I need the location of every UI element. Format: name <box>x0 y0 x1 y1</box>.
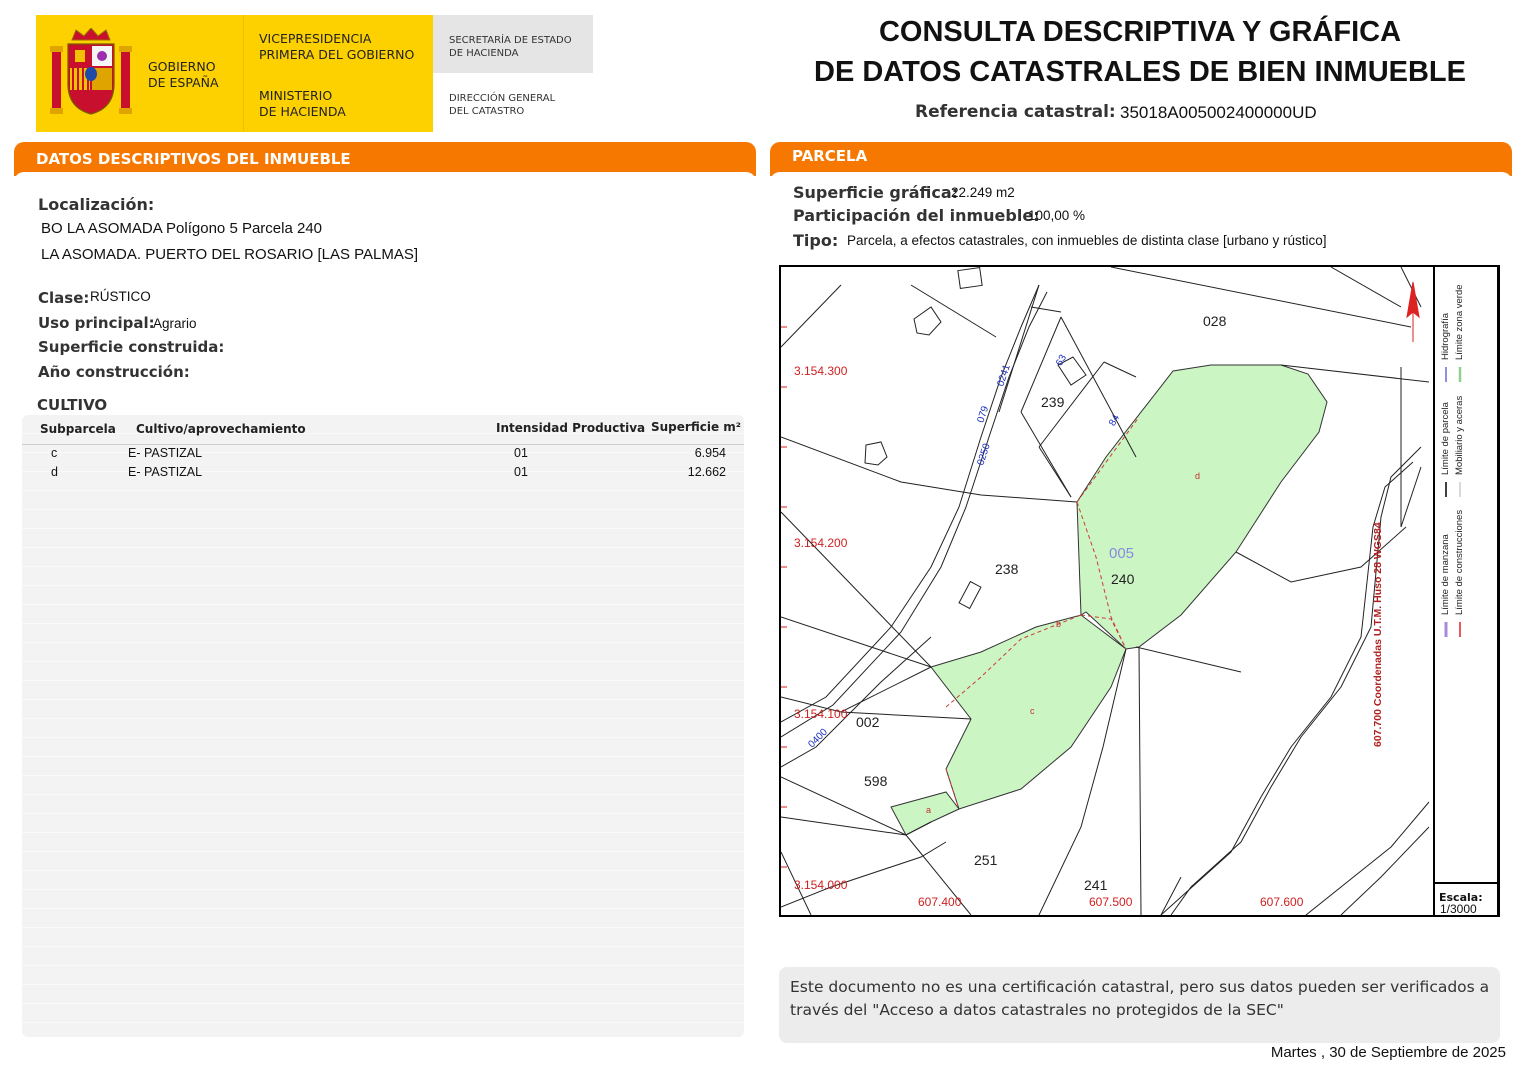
logo-vicepresidencia-text: VICEPRESIDENCIA PRIMERA DEL GOBIERNO <box>259 31 415 62</box>
road-label-0250: 0250 <box>975 442 993 467</box>
disclaimer-text: Este documento no es una certificación catastral, pero sus datos pueden ser verificados a través del "Acceso a datos catastrales no protegidos de la SEC" <box>790 978 1490 1019</box>
tipo-value: Parcela, a efectos catastrales, con inmuebles de distinta clase [urbano y rústico] <box>847 233 1327 248</box>
cultivo-title: CULTIVO <box>37 396 108 414</box>
parcel-label-002: 002 <box>856 714 880 730</box>
scale-label: Escala: <box>1439 891 1483 904</box>
uso-label: Uso principal: <box>38 314 155 332</box>
parcel-label-598: 598 <box>864 773 888 789</box>
coat-of-arms-icon <box>48 28 134 118</box>
coord-y-1: 3.154.300 <box>794 364 848 378</box>
participacion-value: 100,00 % <box>1028 208 1086 223</box>
building-label-84: 84 <box>1107 412 1123 429</box>
parcela-section-title: PARCELA <box>792 147 868 165</box>
participacion-label: Participación del inmueble: <box>793 206 1040 225</box>
descriptive-band-curve <box>14 172 756 184</box>
coord-x-3: 607.600 <box>1260 895 1304 909</box>
superficie-construida-label: Superficie construida: <box>38 338 225 356</box>
clase-value: RÚSTICO <box>90 289 151 304</box>
coord-x-2: 607.500 <box>1089 895 1133 909</box>
parcel-label-251: 251 <box>974 852 998 868</box>
legend-limite-parcela: Límite de parcela <box>1440 402 1451 475</box>
coord-y-3: 3.154.100 <box>794 707 848 721</box>
row1-superficie: 6.954 <box>694 446 726 460</box>
row2-subparcela: d <box>51 465 58 479</box>
reference-label: Referencia catastral: <box>915 102 1116 122</box>
descriptive-section-title: DATOS DESCRIPTIVOS DEL INMUEBLE <box>36 150 351 168</box>
road-label-0400: 0400 <box>806 726 830 751</box>
address-line1: BO LA ASOMADA Polígono 5 Parcela 240 <box>41 220 323 237</box>
coord-y-4: 3.154.000 <box>794 878 848 892</box>
parcel-label-240: 240 <box>1111 571 1135 587</box>
road-label-0241: 0241 <box>995 363 1013 388</box>
row2-cultivo: E- PASTIZAL <box>128 465 203 479</box>
parcel-label-238: 238 <box>995 561 1019 577</box>
logo-ministerio-text: MINISTERIO DE HACIENDA <box>259 88 346 119</box>
uso-value: Agrario <box>153 316 197 331</box>
address-line2: LA ASOMADA. PUERTO DEL ROSARIO [LAS PALMAS] <box>41 246 419 263</box>
parcel-label-239: 239 <box>1041 394 1065 410</box>
table-header-divider <box>22 444 744 445</box>
localizacion-label: Localización: <box>38 195 155 214</box>
road-label-079: 079 <box>975 404 992 425</box>
subparcel-label-b: b <box>1056 619 1062 629</box>
row2-superficie: 12.662 <box>687 465 726 479</box>
document-date: Martes , 30 de Septiembre de 2025 <box>1270 1044 1506 1061</box>
legend-limite-construcciones: Límite de construcciones <box>1454 509 1465 615</box>
reference-value: 35018A005002400000UD <box>1120 103 1317 122</box>
parcel-label-028: 028 <box>1203 313 1227 329</box>
parcel-label-241: 241 <box>1084 877 1108 893</box>
logo-direccion-text: DIRECCIÓN GENERAL DEL CATASTRO <box>449 93 556 117</box>
polygon-label-005: 005 <box>1109 545 1135 562</box>
row1-subparcela: c <box>51 446 58 460</box>
logo-divider <box>243 15 244 132</box>
subparcel-label-a: a <box>926 805 932 815</box>
descriptive-section-header <box>14 142 756 176</box>
scale-value: 1/3000 <box>1440 902 1477 916</box>
building-label-63: 63 <box>1054 352 1070 369</box>
cadastral-map[interactable] <box>779 265 1500 917</box>
anio-construccion-label: Año construcción: <box>38 363 190 381</box>
col-cultivo: Cultivo/aprovechamiento <box>136 422 306 436</box>
logo-gobierno-text: GOBIERNO DE ESPAÑA <box>148 59 219 90</box>
superficie-grafica-value: 22.249 m2 <box>951 185 1015 200</box>
row1-cultivo: E- PASTIZAL <box>128 446 203 460</box>
crs-label: 607.700 Coordenadas U.T.M. Huso 28 WGS84 <box>1372 522 1384 747</box>
subparcel-label-d: d <box>1195 471 1201 481</box>
legend-hidrografia: Hidrografía <box>1440 313 1451 360</box>
row1-intensidad: 01 <box>514 446 528 460</box>
page-title-line1: CONSULTA DESCRIPTIVA Y GRÁFICA <box>878 16 1402 48</box>
superficie-grafica-label: Superficie gráfica: <box>793 183 959 202</box>
row2-intensidad: 01 <box>514 465 528 479</box>
logo-secretaria-text: SECRETARÍA DE ESTADO DE HACIENDA <box>449 35 572 59</box>
col-superficie: Superficie m² <box>651 420 742 434</box>
coord-x-1: 607.400 <box>918 895 962 909</box>
clase-label: Clase: <box>38 289 90 307</box>
parcela-section-header <box>770 142 1512 176</box>
legend-limite-manzana: Límite de manzana <box>1440 534 1451 615</box>
subparcel-label-c: c <box>1030 706 1035 716</box>
page-title-line2: DE DATOS CATASTRALES DE BIEN INMUEBLE <box>814 56 1466 88</box>
legend-limite-zona-verde: Límite zona verde <box>1454 284 1465 360</box>
cultivo-table <box>22 415 744 1037</box>
coord-y-2: 3.154.200 <box>794 536 848 550</box>
legend-mobiliario-aceras: Mobiliario y aceras <box>1454 395 1465 475</box>
col-subparcela: Subparcela <box>40 422 116 436</box>
tipo-label: Tipo: <box>793 231 839 250</box>
col-intensidad: Intensidad Productiva <box>496 421 646 435</box>
